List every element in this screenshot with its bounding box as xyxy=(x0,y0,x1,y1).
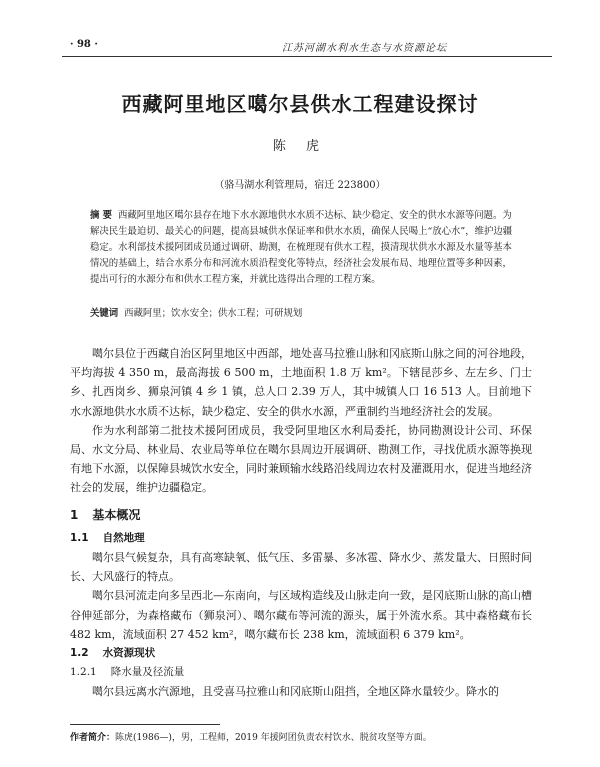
section-number: 1.1 xyxy=(70,531,89,544)
section-title: 自然地理 xyxy=(102,531,145,544)
footnote-divider xyxy=(70,724,220,725)
paragraph: 噶尔县位于西藏自治区阿里地区中西部，地处喜马拉雅山脉和冈底斯山脉之间的河谷地段，平均海拔 4 350 m，最高海拔 6 500 m，土地面积 1.8 万 km²。下辖昆莎乡、左左乡、门士乡、扎西岗乡、狮泉河镇 4 乡 1 镇，总人口 2.39 万人，其中城镇人口 16 513 人。目前地下水水源地供水水质不达标，缺少稳定、安全的供水水源，严重制约当地经济社会的发展。 xyxy=(70,347,532,418)
section-number: 1.2 xyxy=(70,647,89,660)
paragraph: 噶尔县气候复杂，具有高寒缺氧、低气压、多雷暴、多冰雹、降水少、蒸发量大、日照时间长、大风盛行的特点。 xyxy=(70,551,532,584)
footnote xyxy=(70,730,540,743)
section-number: 1.2.1 xyxy=(70,666,97,679)
section-title: 水资源现状 xyxy=(102,647,156,660)
subsection-heading xyxy=(70,644,532,663)
subsubsection-heading xyxy=(70,663,532,682)
section-title: 基本概况 xyxy=(92,507,141,522)
keywords-label: 关键词 xyxy=(90,308,119,319)
abstract-label: 摘 要 xyxy=(90,210,113,221)
paragraph: 噶尔县远离水汽源地，且受喜马拉雅山和冈底斯山阻挡，全地区降水量较少。降水的 xyxy=(92,685,499,699)
section-title: 降水量及径流量 xyxy=(110,666,185,679)
section-number: 1 xyxy=(70,507,79,522)
paragraph: 作为水利部第二批技术援阿团成员，我受阿里地区水利局委托，协同勘测设计公司、环保局、水文分局、林业局、农业局等单位在噶尔县周边开展调研、勘测工作，寻找优质水源等换现有地下水源，以保障县城饮水安全，同时兼顾输水线路沿线周边农村及灌溉用水，促进当地经济社会的发展，维护边疆稳定。 xyxy=(70,423,532,495)
body-text xyxy=(70,344,532,702)
paragraph: 噶尔县河流走向多呈西北—东南向，与区域构造线及山脉走向一致，是冈底斯山脉的高山槽谷伸延部分，为森格藏布（狮泉河）、噶尔藏布等河流的源头，属于外流水系。其中森格藏布长 482 km，流域面积 27 452 km²，噶尔藏布长 238 km，流域面积 6 379 km²。 xyxy=(70,589,532,641)
journal-name: 江苏河湖水利水生态与水资源论坛 xyxy=(282,43,447,54)
footnote-text: 陈虎(1986—)，男，工程师，2019 年援阿团负责农村饮水、脱贫攻坚等方面。 xyxy=(115,733,432,743)
subsection-heading xyxy=(70,529,532,548)
keywords xyxy=(90,306,514,322)
paper-title: 西藏阿里地区噶尔县供水工程建设探讨 xyxy=(121,92,479,116)
page-number: · 98 · xyxy=(70,39,98,50)
author-affiliation: （骆马湖水利管理局，宿迁 223800） xyxy=(214,180,386,191)
section-heading xyxy=(70,506,532,525)
keywords-text: 西藏阿里；饮水安全；供水工程；可研规划 xyxy=(124,308,303,319)
paper-author: 陈 虎 xyxy=(272,139,328,154)
running-header xyxy=(62,36,552,57)
footnote-label: 作者简介： xyxy=(70,733,116,743)
abstract-text: 西藏阿里地区噶尔县存在地下水水源地供水水质不达标、缺少稳定、安全的供水水源等问题。为解决民生最迫切、最关心的问题，提高县城供水保证率和供水水质，确保人民喝上“放心水”，维护边疆稳定。水利部技术援阿团成员通过调研、勘测，在梳理现有供水工程，摸清现状供水水源及水量等基本情况的基础上，结合水系分布和河流水质沿程变化等特点，经济社会发展布局、地理位置等多种因素，提出可行的水源分布和供水工程方案，并就比选得出合理的工程方案。 xyxy=(90,210,513,285)
abstract xyxy=(90,208,514,288)
